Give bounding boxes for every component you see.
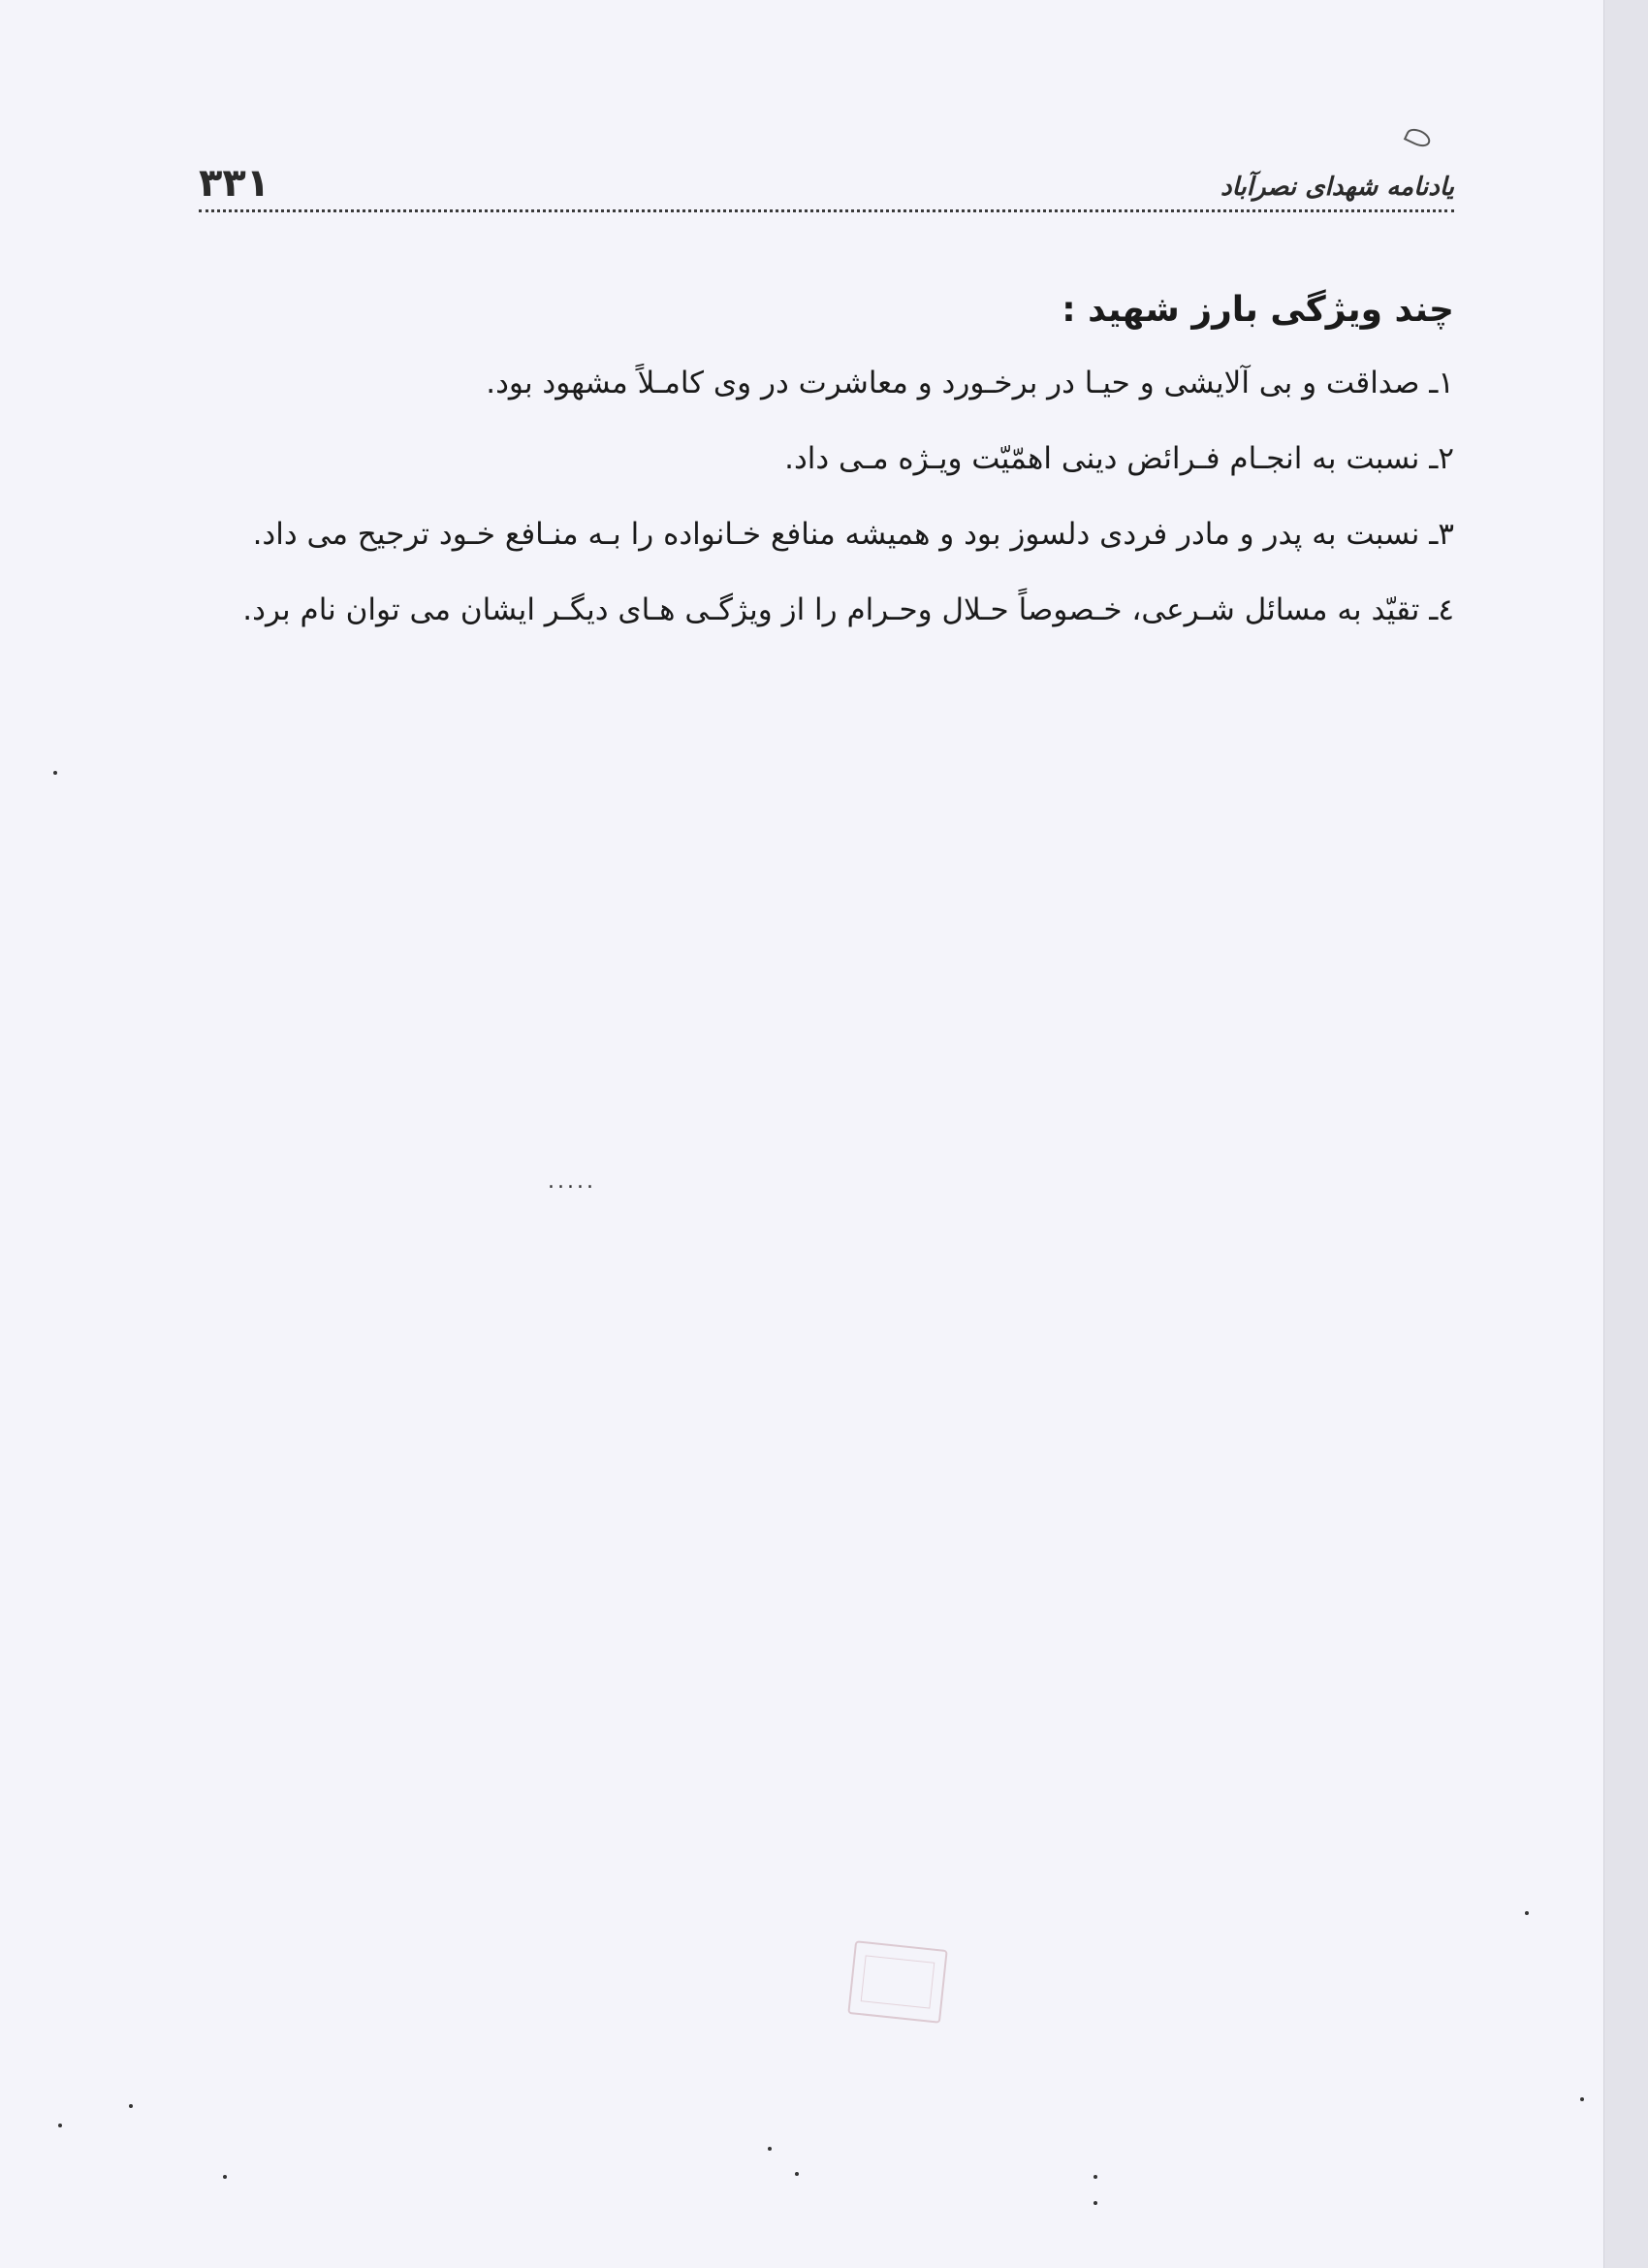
list-item: ٤ـ تقیّد به مسائل شـرعی، خـصوصاً حـلال وحـرام را از ویژگـی هـای دیگـر ایشان می توان نام برد. — [242, 592, 1454, 627]
list-item: ۳ـ نسبت به پدر و مادر فردی دلسوز بود و همیشه منافع خـانواده را بـه منـافع خـود ترجیح می داد. — [252, 517, 1454, 552]
scan-speck — [223, 2175, 227, 2179]
book-title: یادنامه شهدای نصرآباد — [1220, 173, 1454, 202]
scan-speck — [1525, 1911, 1529, 1915]
scan-speck — [768, 2147, 772, 2151]
scan-speck — [129, 2104, 133, 2108]
running-header — [199, 155, 1454, 209]
list-item: ۱ـ صداقت و بی آلایشی و حیـا در برخـورد و معاشرت در وی کامـلاً مشهود بود. — [486, 366, 1454, 400]
header-divider — [199, 209, 1454, 212]
leaf-mark-icon — [1404, 125, 1433, 149]
scan-speck — [1093, 2201, 1097, 2205]
scan-speck — [1580, 2097, 1584, 2101]
main-content — [194, 281, 1454, 648]
page-number: ۳۳۱ — [199, 161, 270, 206]
scan-border — [1603, 0, 1648, 2268]
scan-speck — [58, 2124, 62, 2127]
scan-speck — [795, 2172, 799, 2176]
section-end-dots: ..... — [548, 1169, 596, 1194]
section-heading: چند ویژگی بارز شهید : — [1062, 290, 1454, 330]
library-stamp — [847, 1940, 947, 2024]
stamp-frame — [861, 1955, 935, 2008]
list-item: ۲ـ نسبت به انجـام فـرائض دینی اهمّیّت ویـژه مـی داد. — [784, 441, 1454, 476]
scan-speck — [1093, 2175, 1097, 2179]
scan-speck — [53, 771, 57, 775]
